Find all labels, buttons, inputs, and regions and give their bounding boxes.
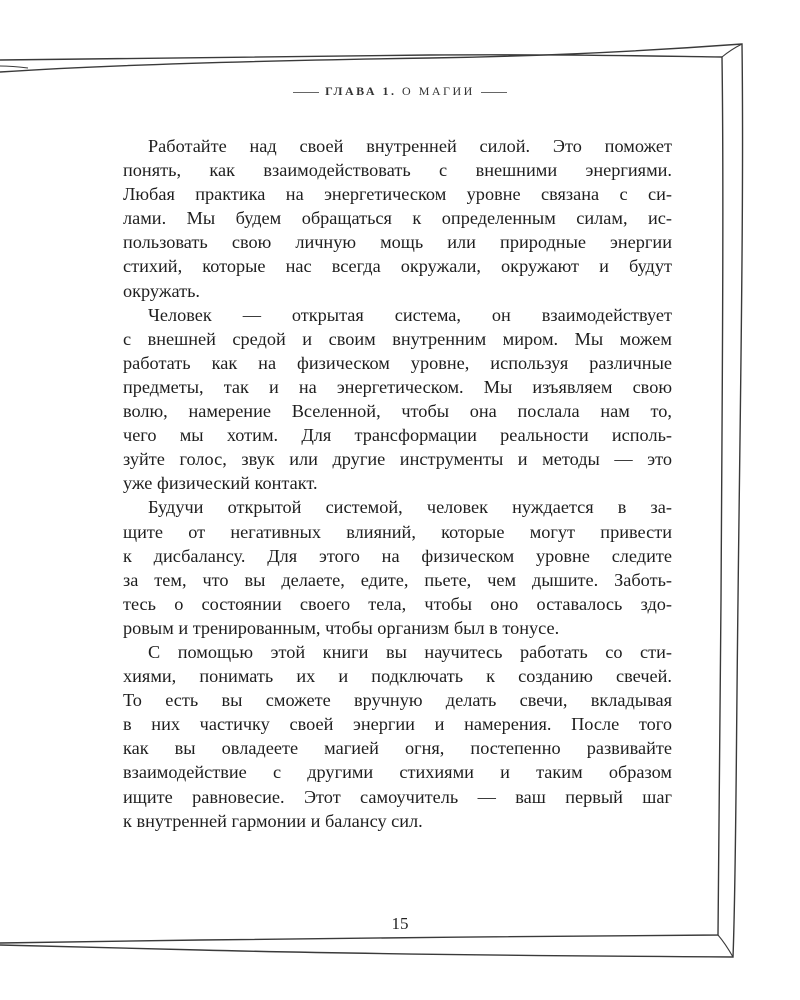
header-dash-right [481,92,507,93]
text-line: уже физический контакт. [123,473,318,494]
text-line: работать как на физическом уровне, используя различные [123,352,672,373]
text-line: пользовать свою личную мощь или природные энергии [123,232,672,253]
text-line: Любая практика на энергетическом уровне связана с си- [123,184,672,205]
paragraph [123,495,672,640]
running-head [0,84,800,99]
body-text [123,134,672,833]
text-line: волю, намерение Вселенной, чтобы она послала нам то, [123,401,672,422]
text-line: стихий, которые нас всегда окружали, окружают и будут [123,256,672,277]
page-number: 15 [391,914,409,933]
text-line: предметы, так и на энергетическом. Мы изъявляем свою [123,376,672,397]
text-line: за тем, что вы делаете, едите, пьете, чем дышите. Заботь- [123,569,672,590]
text-line: хиями, понимать их и подключать к созданию свечей. [123,666,672,687]
header-dash-left [293,92,319,93]
text-line: как вы овладеете магией огня, постепенно развивайте [123,738,672,759]
text-line: окружать. [123,280,200,301]
text-line: в них частичку своей энергии и намерения. После того [123,714,672,735]
text-line: То есть вы сможете вручную делать свечи, вкладывая [123,690,672,711]
text-line: Будучи открытой системой, человек нуждается в за- [148,497,672,518]
paragraph [123,640,672,833]
text-line: к внутренней гармонии и балансу сил. [123,810,423,831]
text-line: Работайте над своей внутренней силой. Это поможет [148,136,672,156]
text-line: с внешней средой и своим внутренним миром. Мы можем [123,328,672,349]
chapter-title: О МАГИИ [402,84,475,98]
text-line: Человек — открытая система, он взаимодействует [148,304,672,325]
text-line: взаимодействие с другими стихиями и таким образом [123,762,672,783]
text-line: С помощью этой книги вы научитесь работать со сти- [148,641,672,662]
text-line: к дисбалансу. Для этого на физическом уровне следите [123,545,672,566]
paragraph [123,134,672,303]
chapter-label: ГЛАВА 1. [325,84,397,98]
text-line: щите от негативных влияний, которые могут привести [123,521,672,542]
paragraph [123,303,672,496]
text-line: ищите равновесие. Этот самоучитель — ваш первый шаг [123,786,672,807]
text-line: понять, как взаимодействовать с внешними энергиями. [123,160,672,181]
text-line: тесь о состоянии своего тела, чтобы оно оставалось здо- [123,593,672,614]
text-line: лами. Мы будем обращаться к определенным силам, ис- [123,208,672,229]
text-line: ровым и тренированным, чтобы организм был в тонусе. [123,617,560,638]
text-line: зуйте голос, звук или другие инструменты и методы — это [123,449,672,470]
text-line: чего мы хотим. Для трансформации реальности исполь- [123,425,672,446]
